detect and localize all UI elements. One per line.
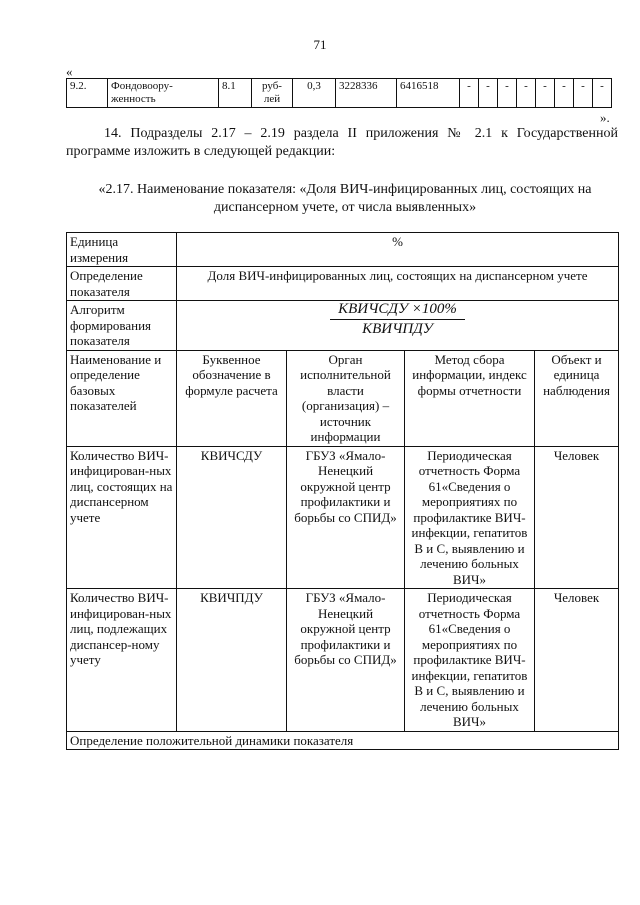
observation-unit: Человек xyxy=(535,446,619,589)
opening-quote: « xyxy=(66,64,73,79)
dash-cell: - xyxy=(593,79,612,108)
base-indicator-name: Количество ВИЧ-инфицирован-ных лиц, подлежащих диспансер-ному учету xyxy=(67,589,177,732)
dash-cell: - xyxy=(517,79,536,108)
paragraph-14: 14. Подразделы 2.17 – 2.19 раздела II приложения № 2.1 к Государственной программе изложить в следующей редакции: xyxy=(66,126,618,159)
page-number: 71 xyxy=(313,37,327,52)
value-3: 6416518 xyxy=(397,79,460,108)
formula-denominator: КВИЧПДУ xyxy=(362,320,433,337)
dash-cell: - xyxy=(555,79,574,108)
observation-unit: Человек xyxy=(535,589,619,732)
table-row xyxy=(67,267,619,301)
table-row xyxy=(67,301,619,351)
section-heading: «2.17. Наименование показателя: «Доля ВИЧ-инфицированных лиц, состоящих на диспансерном учете, от числа выявленных» xyxy=(98,182,592,215)
formula-symbol: КВИЧСДУ xyxy=(177,446,287,589)
algorithm-label: Алгоритм формирования показателя xyxy=(67,301,177,351)
column-header: Буквенное обозначение в формуле расчета xyxy=(177,350,287,446)
dash-cell: - xyxy=(536,79,555,108)
dash-cell: - xyxy=(460,79,479,108)
value-2: 3228336 xyxy=(336,79,397,108)
definition-value: Доля ВИЧ-инфицированных лиц, состоящих на диспансерном учете xyxy=(177,267,619,301)
collection-method: Периодическая отчетность Форма 61«Сведения о мероприятиях по профилактике ВИЧ-инфекции, гепатитов В и С, выявлению и лечению больных ВИЧ» xyxy=(405,589,535,732)
table-row xyxy=(67,589,619,732)
base-indicator-name: Количество ВИЧ-инфицирован-ных лиц, состоящих на диспансерном учете xyxy=(67,446,177,589)
indicator-name: Фондовоору-женность xyxy=(108,79,219,108)
table-row xyxy=(67,79,612,108)
table-row xyxy=(67,446,619,589)
table-row xyxy=(67,233,619,267)
formula-symbol: КВИЧПДУ xyxy=(177,589,287,732)
collection-method: Периодическая отчетность Форма 61«Сведения о мероприятиях по профилактике ВИЧ-инфекции, гепатитов В и С, выявлению и лечению больных ВИЧ» xyxy=(405,446,535,589)
table-header-row xyxy=(67,350,619,446)
unit-value: % xyxy=(177,233,619,267)
unit-label: Единица измерения xyxy=(67,233,177,267)
formula-numerator: КВИЧСДУ ×100% xyxy=(330,302,465,320)
column-header: Наименование и определение базовых показателей xyxy=(67,350,177,446)
column-header: Метод сбора информации, индекс формы отчетности xyxy=(405,350,535,446)
closing-quote: ». xyxy=(600,110,610,125)
indicator-code: 8.1 xyxy=(219,79,252,108)
indicator-unit: руб-лей xyxy=(252,79,293,108)
source-organization: ГБУЗ «Ямало-Ненецкий окружной центр профилактики и борьбы со СПИД» xyxy=(287,589,405,732)
definition-label: Определение показателя xyxy=(67,267,177,301)
previous-table-fragment xyxy=(66,78,612,108)
column-header: Орган исполнительной власти (организация) – источник информации xyxy=(287,350,405,446)
dash-cell: - xyxy=(479,79,498,108)
dynamics-definition: Определение положительной динамики показателя xyxy=(67,731,619,750)
table-row xyxy=(67,731,619,750)
formula xyxy=(177,301,619,351)
column-header: Объект и единица наблюдения xyxy=(535,350,619,446)
source-organization: ГБУЗ «Ямало-Ненецкий окружной центр профилактики и борьбы со СПИД» xyxy=(287,446,405,589)
value-1: 0,3 xyxy=(293,79,336,108)
dash-cell: - xyxy=(574,79,593,108)
row-number: 9.2. xyxy=(67,79,108,108)
indicator-table xyxy=(66,232,619,750)
dash-cell: - xyxy=(498,79,517,108)
